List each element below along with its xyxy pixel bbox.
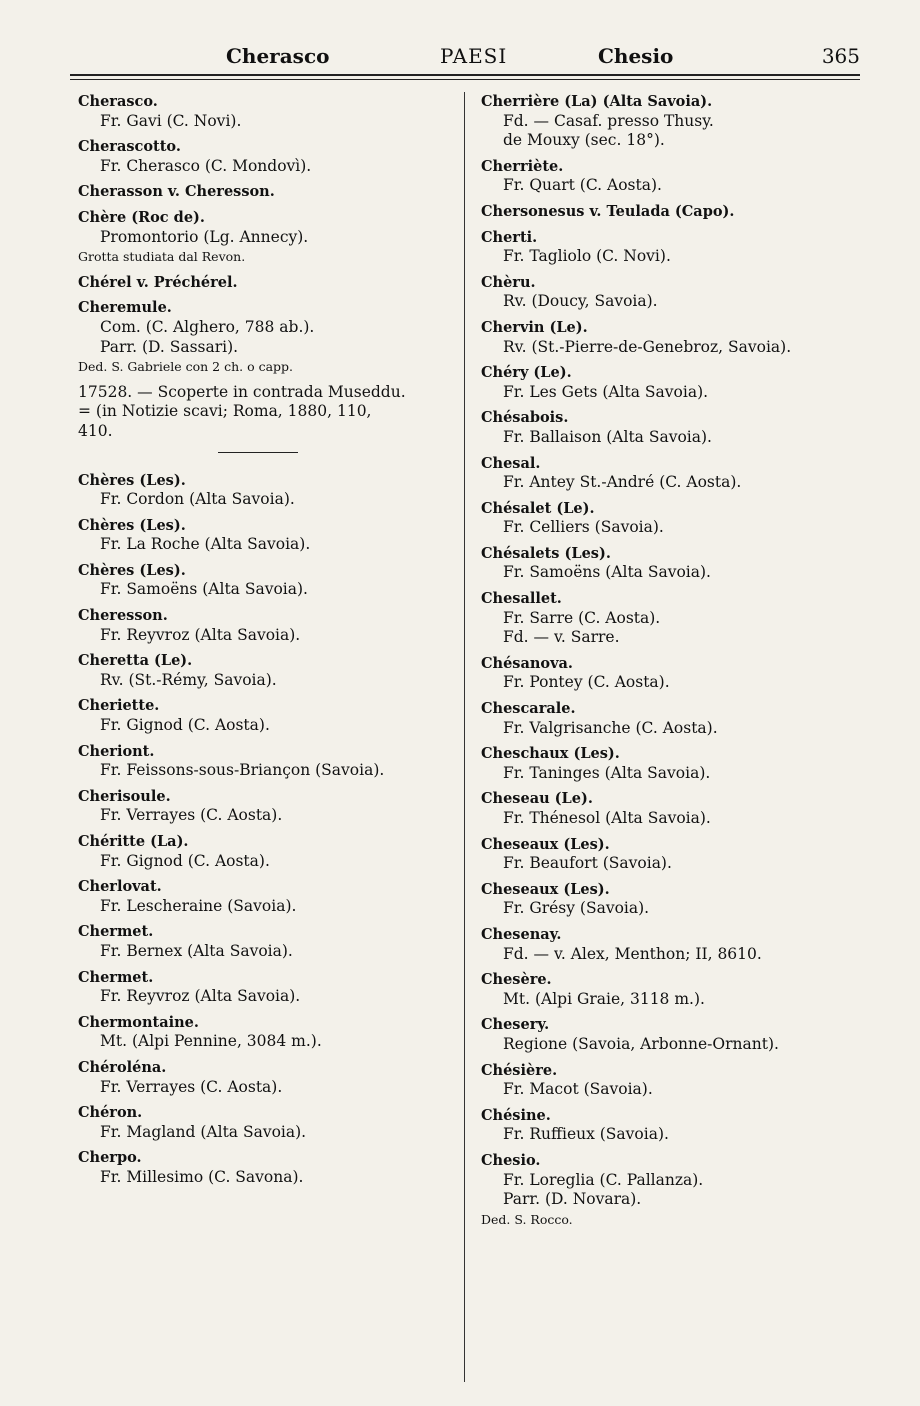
- entry-headword: Cherascotto.: [78, 138, 181, 156]
- entry-line: Fr. Bernex (Alta Savoia).: [100, 941, 293, 960]
- entry-headword: Chesery.: [481, 1016, 550, 1034]
- entry-headword: Cheretta (Le).: [78, 652, 193, 670]
- entry-line: Rv. (St.-Pierre-de-Genebroz, Savoia).: [503, 337, 792, 356]
- entry-line: Fr. Cherasco (C. Mondovì).: [100, 156, 312, 175]
- entry-headword: Cherisoule.: [78, 787, 171, 805]
- entry-headword: Cherlovat.: [78, 878, 162, 896]
- entry-line: Parr. (D. Sassari).: [100, 337, 239, 356]
- gazetteer-entry: [481, 202, 861, 222]
- gazetteer-entry: [78, 516, 458, 555]
- gazetteer-entry: [481, 654, 861, 693]
- gazetteer-entry: [481, 1106, 861, 1145]
- entry-headword: Chéron.: [78, 1104, 143, 1122]
- entry-line: Fr. Samoëns (Alta Savoia).: [503, 563, 711, 582]
- entry-line: Com. (C. Alghero, 788 ab.).: [100, 317, 315, 336]
- gazetteer-entry: [481, 699, 861, 738]
- gazetteer-entry: [78, 561, 458, 600]
- entry-headword: Chésière.: [481, 1061, 558, 1079]
- entry-line: Fr. Gignod (C. Aosta).: [100, 716, 270, 735]
- gazetteer-entry: [481, 1151, 861, 1229]
- gazetteer-entry: [78, 471, 458, 510]
- entry-headword: Chésalet (Le).: [481, 499, 595, 517]
- gazetteer-entry: [78, 1013, 458, 1052]
- entry-headword: Chère (Roc de).: [78, 208, 205, 226]
- gazetteer-entry: [78, 922, 458, 961]
- gazetteer-entry: [481, 1015, 861, 1054]
- entry-headword: Cherasco.: [78, 93, 158, 110]
- gazetteer-entry: [78, 182, 458, 202]
- entry-headword: Chésalets (Les).: [481, 544, 611, 562]
- entry-headword: Cheseaux (Les).: [481, 835, 610, 853]
- entry-headword: Chermet.: [78, 923, 154, 941]
- gazetteer-entry: [481, 499, 861, 538]
- entry-line: Rv. (St.-Rémy, Savoia).: [100, 670, 277, 689]
- entry-headword: Chermontaine.: [78, 1013, 199, 1031]
- entry-line: Fr. Grésy (Savoia).: [503, 899, 650, 918]
- gazetteer-entry: [78, 606, 458, 645]
- bibliography-note: [78, 383, 458, 442]
- entry-headword: Chésine.: [481, 1106, 551, 1124]
- right-column: [481, 92, 861, 1235]
- entry-line: Fr. Sarre (C. Aosta).: [503, 608, 661, 627]
- entry-line: Fr. Les Gets (Alta Savoia).: [503, 382, 709, 401]
- entry-headword: Cherti.: [481, 228, 538, 246]
- entry-line: Fr. Quart (C. Aosta).: [503, 176, 662, 195]
- entry-line: Fr. Gignod (C. Aosta).: [100, 851, 270, 870]
- entry-line: Fr. Magland (Alta Savoia).: [100, 1122, 307, 1141]
- entry-line: Fr. Verrayes (C. Aosta).: [100, 1077, 283, 1096]
- note-line: = (in Notizie scavi; Roma, 1880, 110,: [78, 402, 372, 421]
- entry-headword: Chéritte (La).: [78, 833, 189, 850]
- page-number: 365: [821, 44, 860, 68]
- entry-headword: Chésabois.: [481, 409, 569, 427]
- entry-note: Ded. S. Rocco.: [481, 1211, 573, 1227]
- entry-line: Fr. Macot (Savoia).: [503, 1080, 653, 1099]
- gazetteer-entry: [481, 880, 861, 919]
- entry-line: Fr. Celliers (Savoia).: [503, 518, 664, 537]
- entry-line: de Mouxy (sec. 18°).: [503, 131, 665, 150]
- left-column: [78, 92, 458, 1194]
- entry-line: Promontorio (Lg. Annecy).: [100, 227, 309, 246]
- gazetteer-entry: [78, 298, 458, 376]
- entry-headword: Cheremule.: [78, 299, 172, 317]
- gazetteer-entry: [78, 208, 458, 267]
- gazetteer-entry: [78, 651, 458, 690]
- gazetteer-entry: [481, 589, 861, 648]
- gazetteer-entry: [78, 92, 458, 131]
- entry-note: Ded. S. Gabriele con 2 ch. o capp.: [78, 359, 294, 375]
- entry-line: Regione (Savoia, Arbonne-Ornant).: [503, 1034, 779, 1053]
- entry-headword: Cheseau (Le).: [481, 790, 593, 808]
- entry-headword: Cherrière (La) (Alta Savoia).: [481, 93, 713, 110]
- gazetteer-entry: [481, 789, 861, 828]
- gazetteer-entry: [481, 273, 861, 312]
- header-rule-thick: [70, 74, 860, 76]
- entry-line: Fr. Thénesol (Alta Savoia).: [503, 809, 711, 827]
- gazetteer-entry: [481, 835, 861, 874]
- entry-line: Fd. — v. Sarre.: [503, 628, 620, 647]
- gazetteer-entry: [481, 925, 861, 964]
- entry-headword: Cherasson v. Cheresson.: [78, 183, 275, 201]
- left-entries-bottom: [78, 471, 458, 1188]
- gazetteer-entry: [481, 228, 861, 267]
- entry-headword: Cheriont.: [78, 742, 155, 760]
- gazetteer-entry: [78, 1103, 458, 1142]
- gazetteer-entry: [481, 454, 861, 493]
- gazetteer-entry: [481, 744, 861, 783]
- note-line: 17528. — Scoperte in contrada Museddu.: [78, 382, 406, 401]
- entry-line: Fr. Gavi (C. Novi).: [100, 111, 242, 130]
- entry-line: Rv. (Doucy, Savoia).: [503, 292, 658, 311]
- entry-headword: Chesio.: [481, 1151, 541, 1169]
- gazetteer-entry: [78, 273, 458, 293]
- entry-line: Fr. Ruffieux (Savoia).: [503, 1125, 669, 1144]
- gazetteer-entry: [78, 877, 458, 916]
- entry-line: Fr. Cordon (Alta Savoia).: [100, 490, 295, 509]
- entry-headword: Cherriète.: [481, 157, 564, 175]
- entry-headword: Chères (Les).: [78, 516, 186, 534]
- left-entries-top: [78, 92, 458, 377]
- entry-line: Fr. Tagliolo (C. Novi).: [503, 247, 671, 266]
- entry-headword: Cheseaux (Les).: [481, 880, 610, 898]
- entry-headword: Chesenay.: [481, 925, 562, 943]
- entry-headword: Chéry (Le).: [481, 364, 572, 382]
- entry-line: Fr. Taninges (Alta Savoia).: [503, 763, 711, 782]
- entry-headword: Chérel v. Préchérel.: [78, 273, 238, 291]
- entry-headword: Chesère.: [481, 971, 552, 989]
- right-entries: [481, 92, 861, 1229]
- entry-headword: Chèru.: [481, 273, 536, 291]
- gazetteer-entry: [78, 1148, 458, 1187]
- entry-headword: Cherpo.: [78, 1149, 142, 1167]
- entry-line: Fr. Reyvroz (Alta Savoia).: [100, 987, 301, 1006]
- entry-headword: Chesal.: [481, 454, 541, 472]
- entry-line: Fr. Valgrisanche (C. Aosta).: [503, 718, 718, 737]
- gazetteer-entry: [78, 696, 458, 735]
- running-head-right: Chesio: [598, 44, 674, 68]
- gazetteer-entry: [481, 544, 861, 583]
- gazetteer-entry: [78, 742, 458, 781]
- entry-headword: Chersonesus v. Teulada (Capo).: [481, 202, 735, 220]
- gazetteer-entry: [481, 970, 861, 1009]
- gazetteer-entry: [78, 137, 458, 176]
- entry-headword: Cheriette.: [78, 697, 160, 715]
- running-head-center: PAESI: [440, 44, 508, 68]
- gazetteer-entry: [481, 157, 861, 196]
- gazetteer-entry: [78, 787, 458, 826]
- entry-line: Fr. Pontey (C. Aosta).: [503, 673, 670, 692]
- entry-headword: Chères (Les).: [78, 561, 186, 579]
- entry-headword: Cheschaux (Les).: [481, 745, 620, 763]
- entry-note: Grotta studiata dal Revon.: [78, 249, 246, 265]
- gazetteer-entry: [78, 1058, 458, 1097]
- entry-line: Fr. Antey St.-André (C. Aosta).: [503, 473, 742, 492]
- entry-line: Parr. (D. Novara).: [503, 1190, 642, 1209]
- entry-headword: Chesallet.: [481, 590, 562, 608]
- gazetteer-entry: [481, 318, 861, 357]
- entry-headword: Chescarale.: [481, 700, 576, 718]
- running-head-left: Cherasco: [226, 44, 330, 68]
- gazetteer-entry: [481, 363, 861, 402]
- entry-line: Mt. (Alpi Graie, 3118 m.).: [503, 989, 705, 1008]
- entry-line: Fr. Loreglia (C. Pallanza).: [503, 1170, 704, 1189]
- entry-headword: Chésanova.: [481, 654, 573, 672]
- entry-line: Fr. Millesimo (C. Savona).: [100, 1167, 304, 1186]
- entry-line: Fr. Samoëns (Alta Savoia).: [100, 580, 308, 599]
- gazetteer-entry: [78, 968, 458, 1007]
- entry-line: Fd. — v. Alex, Menthon; II, 8610.: [503, 944, 762, 963]
- entry-headword: Chéroléna.: [78, 1058, 167, 1076]
- entry-headword: Chervin (Le).: [481, 318, 588, 336]
- header-rule-thin: [70, 79, 860, 80]
- entry-line: Fr. Verrayes (C. Aosta).: [100, 806, 283, 825]
- entry-line: Fr. Beaufort (Savoia).: [503, 854, 672, 873]
- note-line: 410.: [78, 421, 113, 440]
- entry-line: Fr. Reyvroz (Alta Savoia).: [100, 625, 301, 644]
- entry-line: Fr. Lescheraine (Savoia).: [100, 896, 297, 915]
- entry-line: Fd. — Casaf. presso Thusy.: [503, 111, 714, 130]
- entry-headword: Cheresson.: [78, 607, 168, 625]
- gazetteer-entry: [481, 92, 861, 151]
- entry-headword: Chères (Les).: [78, 471, 186, 489]
- gazetteer-entry: [78, 832, 458, 871]
- column-divider: [464, 92, 465, 1382]
- page-header: [70, 38, 860, 70]
- entry-line: Fr. Feissons-sous-Briançon (Savoia).: [100, 761, 385, 780]
- section-divider: [218, 452, 298, 453]
- entry-line: Mt. (Alpi Pennine, 3084 m.).: [100, 1032, 322, 1051]
- entry-line: Fr. La Roche (Alta Savoia).: [100, 535, 311, 554]
- entry-headword: Chermet.: [78, 968, 154, 986]
- gazetteer-entry: [481, 1061, 861, 1100]
- gazetteer-entry: [481, 408, 861, 447]
- entry-line: Fr. Ballaison (Alta Savoia).: [503, 427, 712, 446]
